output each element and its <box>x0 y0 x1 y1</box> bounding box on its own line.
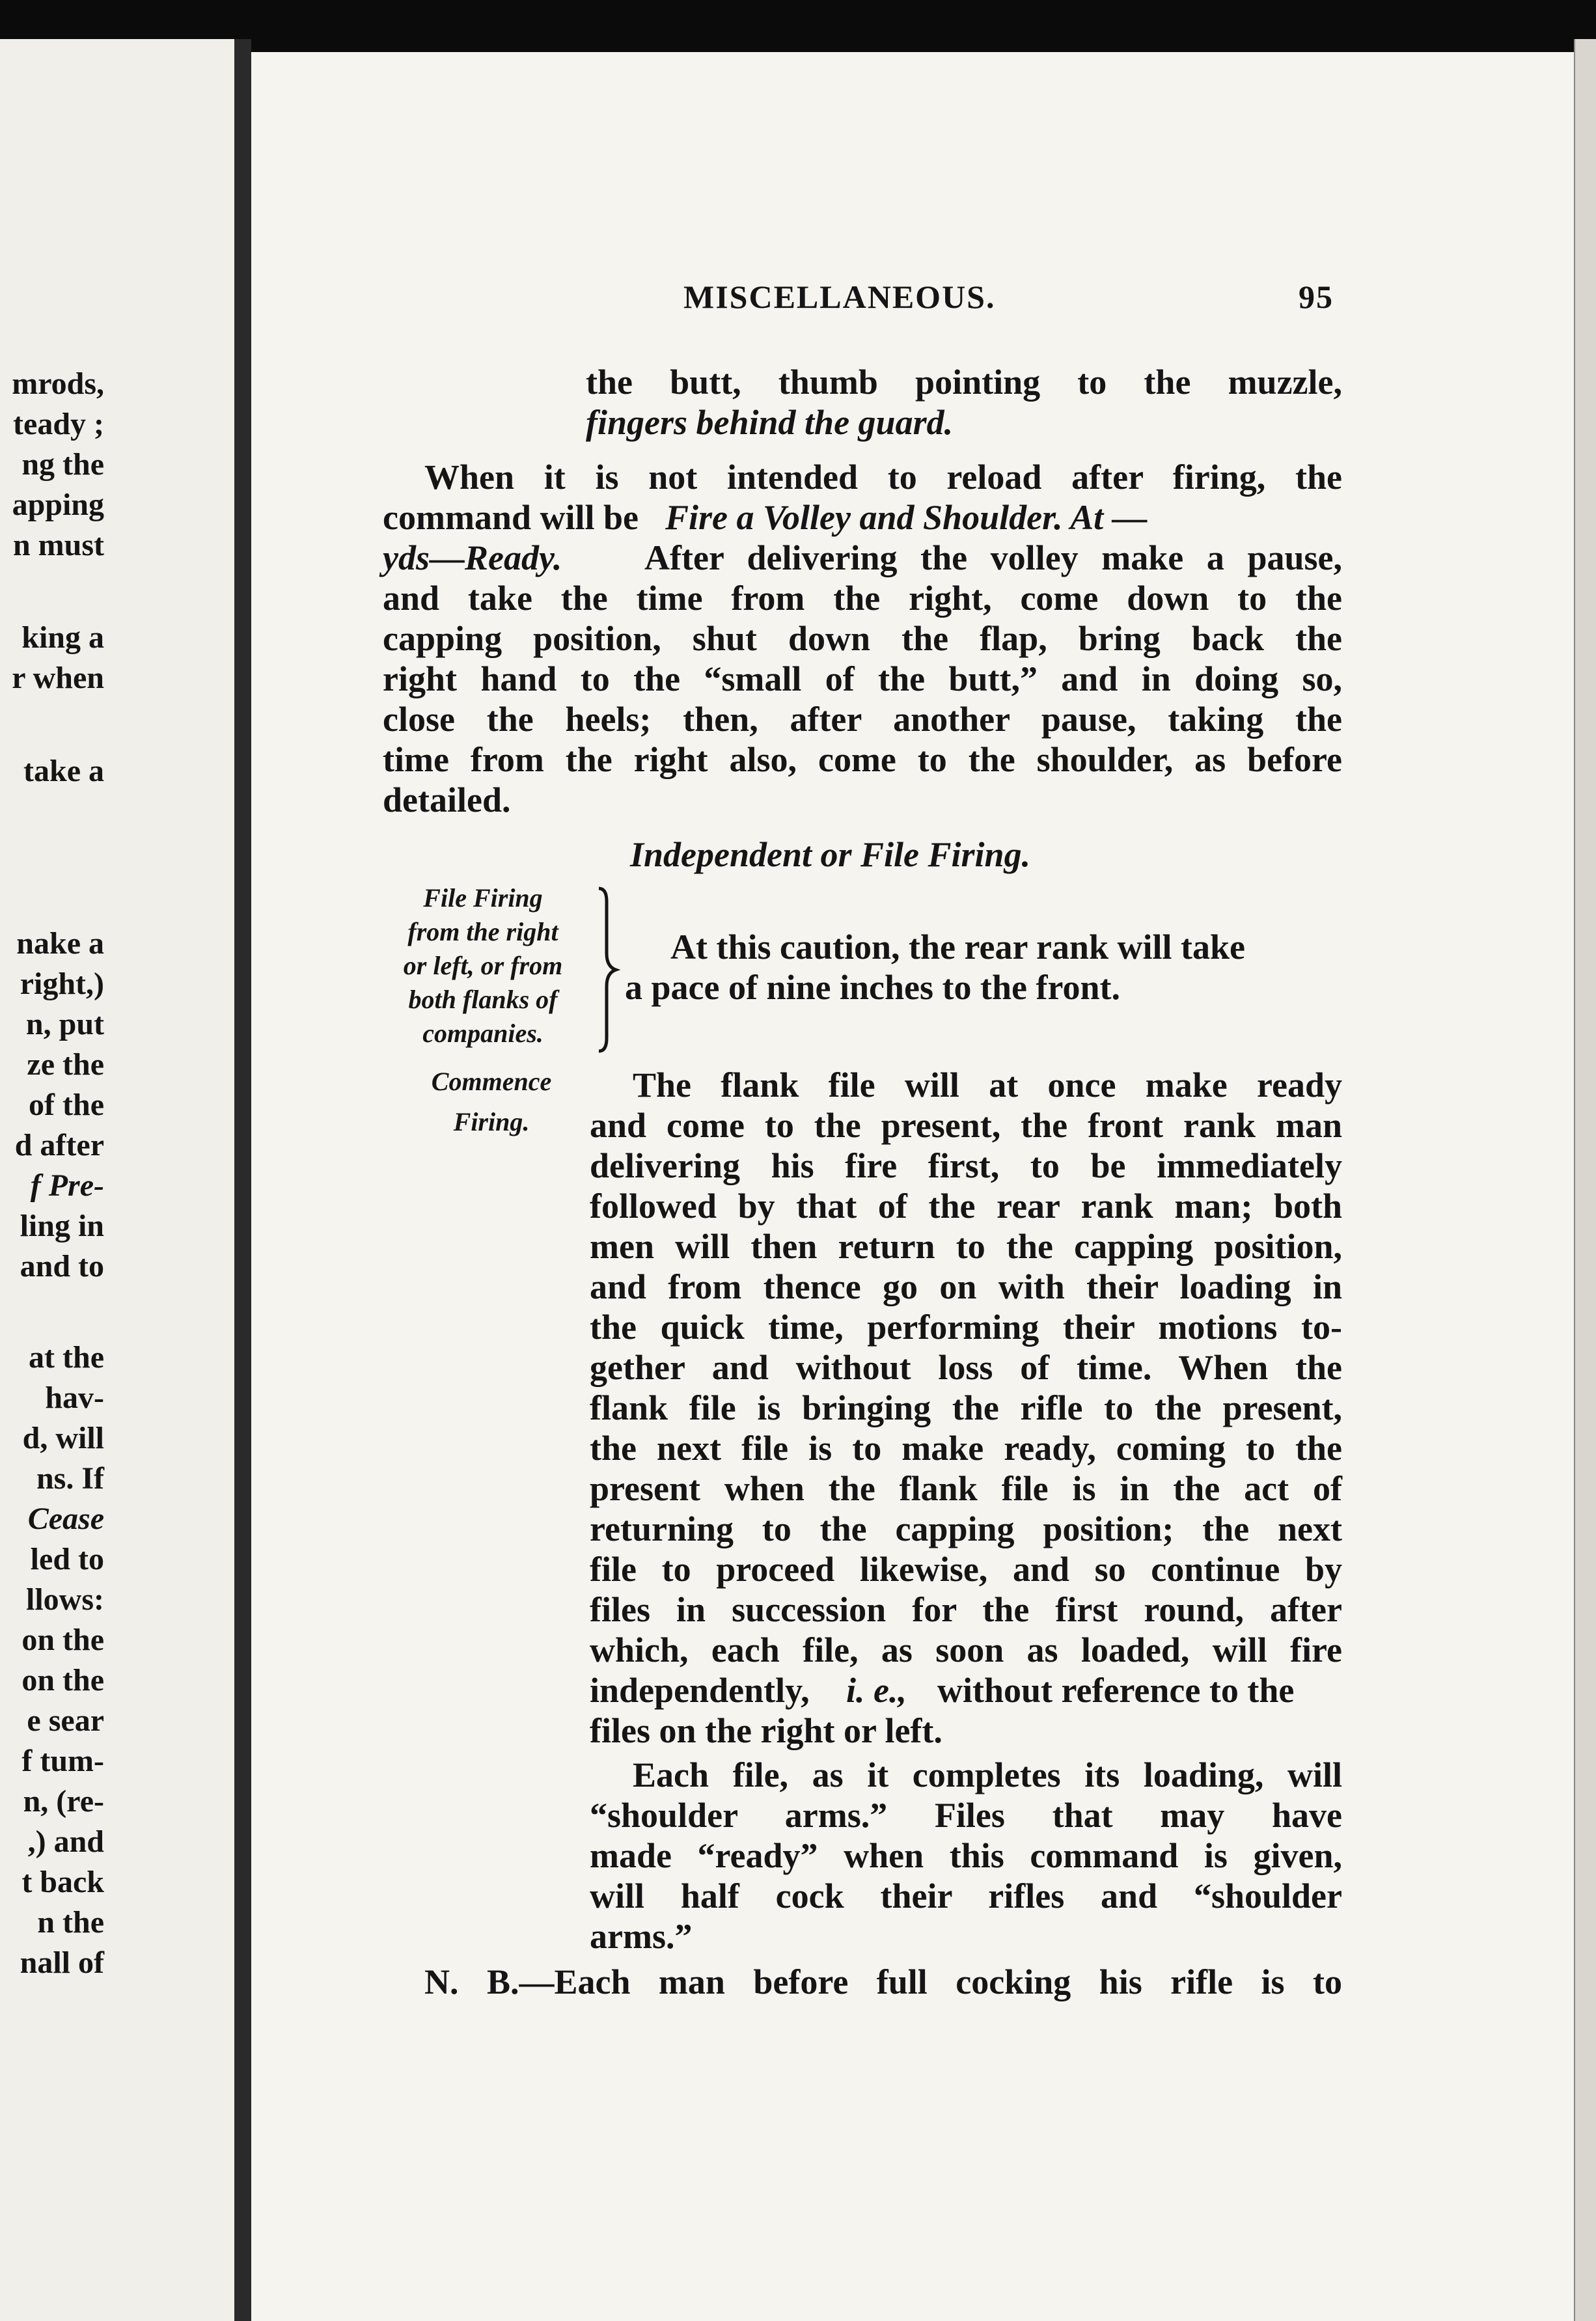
left-line: n, put <box>25 1007 104 1041</box>
left-line: nake a <box>16 926 104 961</box>
text-line: files in succession for the first round, after <box>590 1590 1342 1629</box>
running-head: MISCELLANEOUS. <box>683 279 996 315</box>
left-line: on the <box>21 1663 104 1697</box>
left-line: ng the <box>21 447 104 482</box>
text-line: detailed. <box>383 780 511 819</box>
curly-brace <box>592 885 625 1054</box>
text-line: and take the time from the right, come down to the <box>383 579 1342 618</box>
text-line: “shoulder arms.” Files that may have <box>590 1796 1342 1835</box>
left-line: e sear <box>27 1703 104 1738</box>
text-line: close the heels; then, after another pause, taking the <box>383 700 1342 739</box>
left-page-text <box>0 0 234 2321</box>
left-line: d, will <box>22 1421 104 1455</box>
text-line: the quick time, performing their motions to- <box>590 1308 1342 1347</box>
left-line: ze the <box>27 1047 104 1082</box>
text-line: returning to the capping position; the next <box>590 1509 1342 1548</box>
left-line: ns. If <box>36 1461 104 1496</box>
left-line: hav- <box>45 1380 104 1415</box>
left-line: f tum- <box>21 1744 104 1778</box>
text-line: the butt, thumb pointing to the muzzle, <box>586 363 1342 402</box>
left-line: of the <box>29 1088 104 1122</box>
sidenote-line: both flanks of <box>408 985 558 1014</box>
left-line: ,) and <box>27 1824 104 1859</box>
text-line: made “ready” when this command is given, <box>590 1836 1342 1875</box>
text-line: gether and without loss of time. When the <box>590 1348 1342 1387</box>
text-line: N. B.—Each man before full cocking his rifle is to <box>424 1962 1342 2001</box>
text-line: right hand to the “small of the butt,” and in doing so, <box>383 659 1342 698</box>
sidenote-line: Firing. <box>453 1107 530 1136</box>
text-line: and from thence go on with their loading in <box>590 1267 1342 1306</box>
text-line-command: yds—Ready. <box>383 538 562 577</box>
left-line: and to <box>20 1249 104 1284</box>
sidenote-line: Commence <box>431 1067 552 1096</box>
text-line: At this caution, the rear rank will take <box>670 927 1245 967</box>
text-line: capping position, shut down the flap, bring back the <box>383 619 1342 658</box>
text-line: the next file is to make ready, coming to the <box>590 1429 1342 1468</box>
text-line: a pace of nine inches to the front. <box>625 968 1120 1007</box>
left-line: king a <box>21 620 104 655</box>
left-line: right,) <box>20 967 104 1001</box>
left-line: llows: <box>26 1582 104 1617</box>
text-line: files on the right or left. <box>590 1711 942 1750</box>
left-line: led to <box>30 1542 104 1576</box>
left-line: f Pre- <box>30 1168 104 1203</box>
left-line: apping <box>12 488 104 522</box>
page-number: 95 <box>1299 279 1334 315</box>
text-line: followed by that of the rear rank man; both <box>590 1187 1342 1226</box>
sidenote-line: from the right <box>407 917 558 946</box>
text-line: fingers behind the guard. <box>586 403 954 442</box>
text-line: time from the right also, come to the shoulder, as before <box>383 740 1342 779</box>
text-line: command will be <box>383 498 639 537</box>
text-line: arms.” <box>590 1917 693 1956</box>
text-line: independently, <box>590 1671 810 1710</box>
text-line: After delivering the volley make a pause, <box>644 538 1342 577</box>
left-line: t back <box>21 1865 104 1899</box>
sidenote-line: companies. <box>422 1019 543 1048</box>
left-line: d after <box>14 1128 104 1162</box>
sidenote-line: File Firing <box>423 883 543 913</box>
sidenote <box>404 1065 579 1139</box>
sidenote-line: or left, or from <box>403 951 563 980</box>
left-line: n the <box>37 1905 104 1940</box>
text-line-italic: i. e., <box>846 1671 907 1710</box>
section-heading: Independent or File Firing. <box>630 835 1031 874</box>
text-line: file to proceed likewise, and so continue by <box>590 1550 1342 1589</box>
left-line: mrods, <box>12 366 104 401</box>
text-line: men will then return to the capping position, <box>590 1227 1342 1266</box>
left-line: on the <box>21 1623 104 1657</box>
text-line: will half cock their rifles and “shoulder <box>590 1876 1342 1916</box>
text-line-command: Fire a Volley and Shoulder. At — <box>665 498 1148 537</box>
text-line: When it is not intended to reload after firing, the <box>424 458 1342 497</box>
book-gutter <box>234 39 251 2321</box>
left-line: n, (re- <box>23 1784 104 1819</box>
left-line: teady ; <box>13 407 104 441</box>
text-line: and come to the present, the front rank man <box>590 1106 1342 1145</box>
text-line: delivering his fire first, to be immediately <box>590 1146 1342 1185</box>
left-line: ling in <box>20 1209 104 1243</box>
left-line: n must <box>12 528 104 562</box>
left-line: Cease <box>27 1502 104 1536</box>
sidenote <box>379 881 587 1051</box>
text-line: which, each file, as soon as loaded, will fire <box>590 1630 1342 1669</box>
text-line: Each file, as it completes its loading, will <box>633 1755 1342 1794</box>
left-line: at the <box>29 1340 104 1375</box>
left-line: r when <box>12 661 104 695</box>
left-line: nall of <box>20 1945 104 1980</box>
page-edge <box>1574 39 1596 2321</box>
text-line: The flank file will at once make ready <box>633 1065 1342 1105</box>
left-line: take a <box>23 754 104 788</box>
text-line: without reference to the <box>937 1671 1295 1710</box>
text-line: present when the flank file is in the act of <box>590 1469 1342 1508</box>
text-line: flank file is bringing the rifle to the present, <box>590 1388 1342 1427</box>
